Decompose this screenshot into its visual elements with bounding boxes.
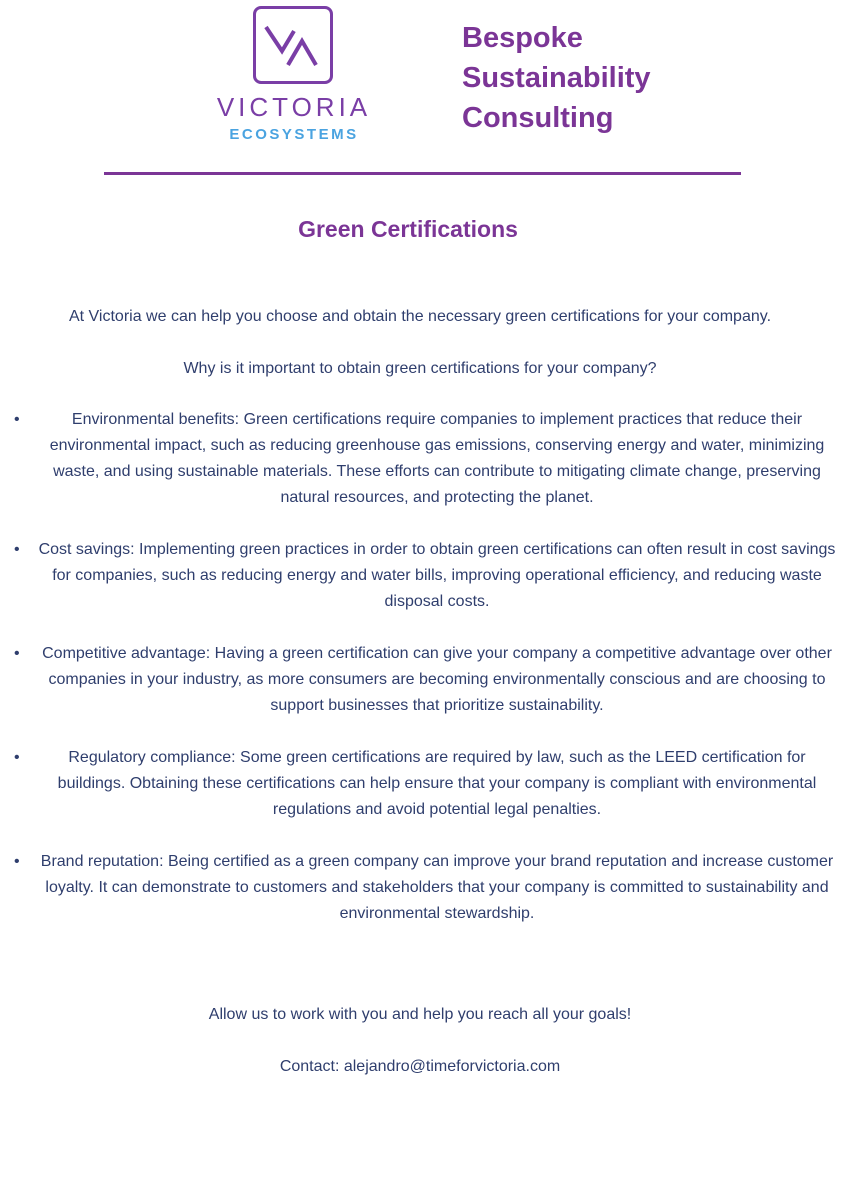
logo-monogram	[253, 6, 333, 84]
va-monogram-icon	[256, 9, 330, 81]
list-item	[12, 537, 838, 615]
logo-wordmark: VICTORIA	[216, 92, 372, 122]
question-paragraph: Why is it important to obtain green certifications for your company?	[183, 360, 657, 377]
bullet-icon: •	[14, 411, 20, 428]
brand-line-3: Consulting	[462, 102, 614, 134]
list-item-text: Brand reputation: Being certified as a green company can improve your brand reputation and increase customer loyalty. It can demonstrate to customers and stakeholders that your company is committed to sustainability and environmental stewardship.	[40, 853, 834, 922]
page-title: Green Certifications	[298, 216, 518, 242]
closing-paragraph: Allow us to work with you and help you reach all your goals!	[208, 1006, 632, 1023]
list-item	[12, 849, 838, 927]
intro-paragraph: At Victoria we can help you choose and obtain the necessary green certifications for your company.	[68, 308, 772, 325]
bullet-icon: •	[14, 541, 20, 558]
bullet-icon: •	[14, 645, 20, 662]
list-item-text: Regulatory compliance: Some green certifications are required by law, such as the LEED certification for buildings. Obtaining these certifications can help ensure that your company is compliant with environmental regulations and avoid potential legal penalties.	[57, 749, 817, 818]
list-item	[12, 641, 838, 719]
header-divider	[104, 172, 741, 175]
benefits-list	[12, 407, 838, 953]
list-item-text: Cost savings: Implementing green practices in order to obtain green certifications can often result in cost savings for companies, such as reducing energy and water bills, improving operational efficiency, and reducing waste disposal costs.	[38, 541, 836, 610]
list-item-text: Competitive advantage: Having a green certification can give your company a competitive advantage over other companies in your industry, as more consumers are becoming environmentally conscious and are choosing to support businesses that prioritize sustainability.	[42, 645, 832, 714]
brand-line-1: Bespoke	[462, 22, 583, 54]
logo-subtitle: ECOSYSTEMS	[229, 126, 359, 143]
list-item-text: Environmental benefits: Green certifications require companies to implement practices that reduce their environmental impact, such as reducing greenhouse gas emissions, conserving energy and water, minimizing waste, and using sustainable materials. These efforts can contribute to mitigating climate change, preserving natural resources, and protecting the planet.	[49, 411, 825, 506]
brand-line-2: Sustainability	[462, 62, 651, 94]
list-item	[12, 407, 838, 511]
brand-heading	[462, 18, 792, 138]
contact-line: Contact: alejandro@timeforvictoria.com	[279, 1058, 561, 1075]
bullet-icon: •	[14, 749, 20, 766]
list-item	[12, 745, 838, 823]
bullet-icon: •	[14, 853, 20, 870]
